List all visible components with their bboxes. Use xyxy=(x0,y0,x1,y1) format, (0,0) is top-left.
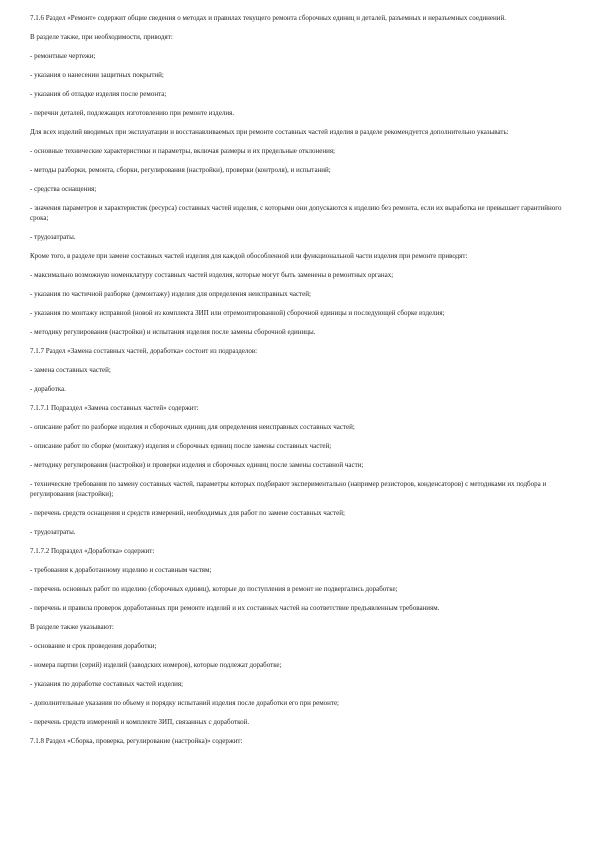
list-item: - указания об отладке изделия после ремонта; xyxy=(30,90,167,98)
list-item: - перечень средств оснащения и средств измерений, необходимых для работ по замене составных частей; xyxy=(30,509,345,517)
list-item: - указания по частичной разборке (демонтажу) изделия для определения неисправных частей; xyxy=(30,290,311,298)
list-item: - основание и срок проведения доработки; xyxy=(30,642,157,650)
list-item: - трудозатраты. xyxy=(30,233,76,241)
list-item: - указания по монтажу исправной (новой из комплекта ЗИП или отремонтированной) сборочной единицы и последующей сборке изделия; xyxy=(30,309,445,317)
list-item: - методику регулирования (настройки) и проверки изделия и сборочных единиц после замены составной части; xyxy=(30,461,364,469)
paragraph-7-1-7-1: 7.1.7.1 Подраздел «Замена составных частей» содержит: xyxy=(30,404,199,412)
list-item: - указания о нанесении защитных покрытий; xyxy=(30,71,164,79)
list-item: - доработка. xyxy=(30,385,66,393)
paragraph-besides: Кроме того, в разделе при замене составных частей изделия для каждой обособленной или функциональной части изделия при ремонте приводят: xyxy=(30,252,468,260)
list-item: - значения параметров и характеристик (ресурса) составных частей изделия, с которыми они допускаются к изделию без ремонта, если их выработка не превышает гарантийного срока; xyxy=(30,204,562,222)
list-item: - описание работ по разборке изделия и сборочных единиц для определения неисправных составных частей; xyxy=(30,423,355,431)
list-item: - трудозатраты. xyxy=(30,528,76,536)
list-item: - замена составных частей; xyxy=(30,366,111,374)
list-item: - дополнительные указания по объему и порядку испытаний изделия после доработки его при ремонте; xyxy=(30,699,340,707)
list-item: - ремонтные чертежи; xyxy=(30,52,96,60)
paragraph-7-1-8: 7.1.8 Раздел «Сборка, проверка, регулирование (настройка)» содержит: xyxy=(30,737,243,745)
paragraph-7-1-7: 7.1.7 Раздел «Замена составных частей, доработка» состоит из подразделов: xyxy=(30,347,258,355)
paragraph-7-1-7-2: 7.1.7.2 Подраздел «Доработка» содержит: xyxy=(30,547,155,555)
list-item: - основные технические характеристики и параметры, включая размеры и их предельные отклонения; xyxy=(30,147,335,155)
list-item: - методику регулирования (настройки) и испытания изделия после замены сборочной единицы. xyxy=(30,328,316,336)
paragraph-7-1-6: 7.1.6 Раздел «Ремонт» содержит общие сведения о методах и правилах текущего ремонта сборочных единиц и деталей, разъемных и неразъемных соединений. xyxy=(30,14,506,22)
list-item: - технические требования по замену составных частей, параметры которых подбирают экспериментально (например резисторов, конденсаторов) с методиками их подбора и регулирования (настройки); xyxy=(30,480,547,498)
list-item: - перечень основных работ по изделию (сборочных единиц), которые до поступления в ремонт не подвергались доработке; xyxy=(30,585,398,593)
list-item: - перечни деталей, подлежащих изготовлению при ремонте изделия. xyxy=(30,109,235,117)
list-item: - номера партии (серий) изделий (заводских номеров), которые подлежат доработке; xyxy=(30,661,282,669)
list-item: - перечень и правила проверок доработанных при ремонте изделий и их составных частей на соответствие предъявленным требованиям. xyxy=(30,604,440,612)
list-item: - перечень средств измерений и комплекте ЗИП, связанных с доработкой. xyxy=(30,718,250,726)
list-item: - максимально возможную номенклатуру составных частей изделия, которые могут быть заменены в ремонтных органах; xyxy=(30,271,394,279)
list-item: - средства оснащения; xyxy=(30,185,97,193)
paragraph-also-lead: В разделе также, при необходимости, приводят: xyxy=(30,33,173,41)
list-item: - методы разборки, ремонта, сборки, регулирования (настройки), проверки (контроля), и испытаний; xyxy=(30,166,331,174)
list-item: - указания по доработке составных частей изделия; xyxy=(30,680,184,688)
list-item: - описание работ по сборке (монтажу) изделия и сборочных единиц после замены составных частей; xyxy=(30,442,332,450)
paragraph-for-all-items: Для всех изделий вводимых при эксплуатации и восстанавливаемых при ремонте составных частей изделия в разделе рекомендуется дополнительно указывать: xyxy=(30,128,509,136)
list-item: - требования к доработанному изделию и составным частям; xyxy=(30,566,212,574)
paragraph-also-indicate: В разделе также указывают: xyxy=(30,623,114,631)
